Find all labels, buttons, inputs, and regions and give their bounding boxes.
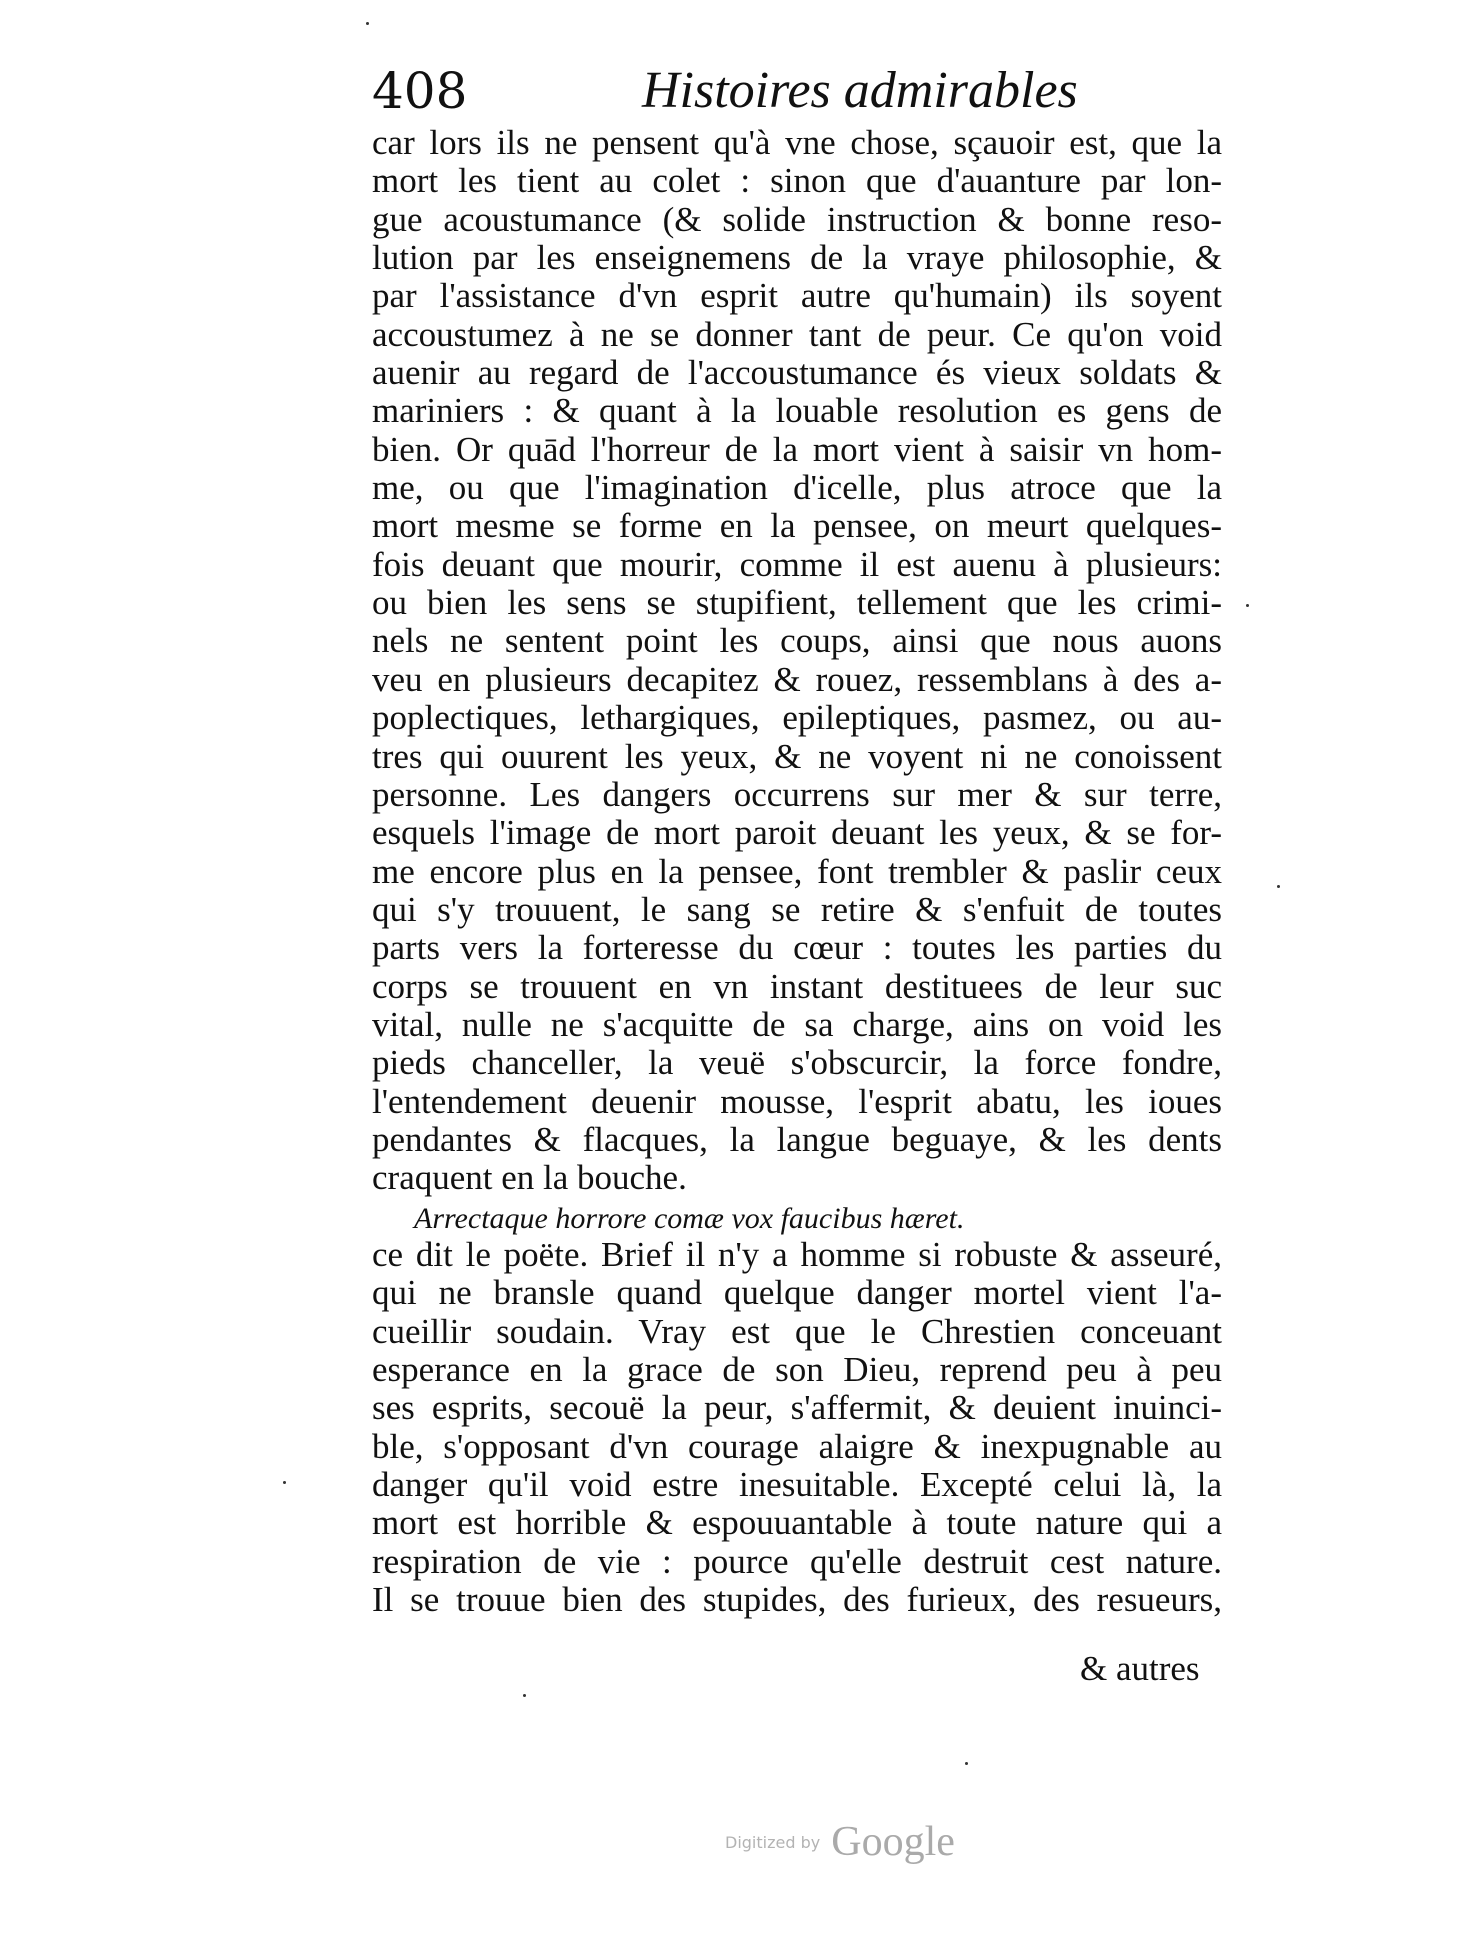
- text-line: fois deuant que mourir, comme il est auenu à plusieurs:: [372, 544, 1222, 584]
- text-line: l'entendement deuenir mousse, l'esprit abatu, les ioues: [372, 1081, 1222, 1121]
- text-line: corps se trouuent en vn instant destituees de leur suc: [372, 966, 1222, 1006]
- scan-speck: [366, 22, 369, 25]
- text-line: me encore plus en la pensee, font trembler & paslir ceux: [372, 851, 1222, 891]
- text-line: mort mesme se forme en la pensee, on meurt quelques-: [372, 506, 1222, 546]
- scan-speck: [965, 1762, 968, 1765]
- text-line: respiration de vie : pource qu'elle destruit cest nature.: [372, 1541, 1222, 1581]
- text-line: mort les tient au colet : sinon que d'auanture par lon-: [372, 161, 1222, 201]
- text-line: auenir au regard de l'accoustumance és vieux soldats &: [372, 353, 1222, 393]
- running-title: Histoires admirables: [642, 62, 1078, 119]
- scan-speck: [1246, 604, 1249, 607]
- digitized-label: Digitized by: [725, 1832, 821, 1852]
- text-line: esperance en la grace de son Dieu, reprend peu à peu: [372, 1350, 1222, 1389]
- text-line: mort est horrible & espouuantable à toute nature qui a: [372, 1503, 1222, 1543]
- text-line: car lors ils ne pensent qu'à vne chose, sçauoir est, que la: [372, 123, 1222, 162]
- scan-speck: [1277, 885, 1280, 888]
- scan-speck: [523, 1694, 526, 1697]
- text-line: bien. Or quād l'horreur de la mort vient à saisir vn hom-: [372, 429, 1222, 469]
- scan-speck: [283, 1481, 286, 1484]
- text-line: mariniers : & quant à la louable resolution es gens de: [372, 391, 1222, 431]
- text-line: craquent en la bouche.: [372, 1158, 687, 1198]
- text-line: parts vers la forteresse du cœur : toutes les parties du: [372, 928, 1222, 968]
- text-line: poplectiques, lethargiques, epileptiques, pasmez, ou au-: [372, 698, 1222, 738]
- text-line: ses esprits, secouë la peur, s'affermit, & deuient inuinci-: [372, 1388, 1222, 1428]
- text-line: Il se trouue bien des stupides, des furieux, des resueurs,: [372, 1580, 1222, 1620]
- page-header: [372, 56, 1078, 126]
- text-line: pieds chanceller, la veuë s'obscurcir, la force fondre,: [372, 1043, 1222, 1083]
- text-line: personne. Les dangers occurrens sur mer & sur terre,: [372, 774, 1222, 814]
- text-line: qui ne bransle quand quelque danger mortel vient l'a-: [372, 1273, 1222, 1313]
- text-line: tres qui ouurent les yeux, & ne voyent ni ne conoissent: [372, 736, 1222, 776]
- text-line: accoustumez à ne se donner tant de peur. Ce qu'on void: [372, 314, 1222, 354]
- text-line: me, ou que l'imagination d'icelle, plus atroce que la: [372, 468, 1222, 508]
- text-line: par l'assistance d'vn esprit autre qu'humain) ils soyent: [372, 276, 1222, 316]
- text-line: vital, nulle ne s'acquitte de sa charge, ains on void les: [372, 1004, 1222, 1044]
- body-text: [372, 124, 1222, 1619]
- text-line: ce dit le poëte. Brief il n'y a homme si robuste & asseuré,: [372, 1234, 1222, 1274]
- text-line: esquels l'image de mort paroit deuant les yeux, & se for-: [372, 813, 1222, 853]
- text-line: pendantes & flacques, la langue beguaye, & les dents: [372, 1119, 1222, 1159]
- latin-quote: Arrectaque horrore comæ vox faucibus hæret.: [414, 1201, 965, 1235]
- text-line: nels ne sentent point les coups, ainsi que nous auons: [372, 621, 1222, 661]
- text-line: ou bien les sens se stupifient, tellement que les crimi-: [372, 583, 1222, 623]
- google-logo: Google: [831, 1819, 955, 1865]
- text-line: qui s'y trouuent, le sang se retire & s'enfuit de toutes: [372, 889, 1222, 929]
- google-watermark: [725, 1818, 955, 1878]
- catchword: & autres: [1080, 1649, 1200, 1688]
- page-number: 408: [372, 62, 468, 120]
- text-line: gue acoustumance (& solide instruction & bonne reso-: [372, 199, 1222, 239]
- text-line: ble, s'opposant d'vn courage alaigre & inexpugnable au: [372, 1426, 1222, 1466]
- text-line: veu en plusieurs decapitez & rouez, ressemblans à des a-: [372, 659, 1222, 699]
- text-line: lution par les enseignemens de la vraye philosophie, &: [372, 238, 1222, 278]
- text-line: cueillir soudain. Vray est que le Chrestien conceuant: [372, 1311, 1222, 1351]
- text-line: danger qu'il void estre inesuitable. Excepté celui là, la: [372, 1465, 1222, 1505]
